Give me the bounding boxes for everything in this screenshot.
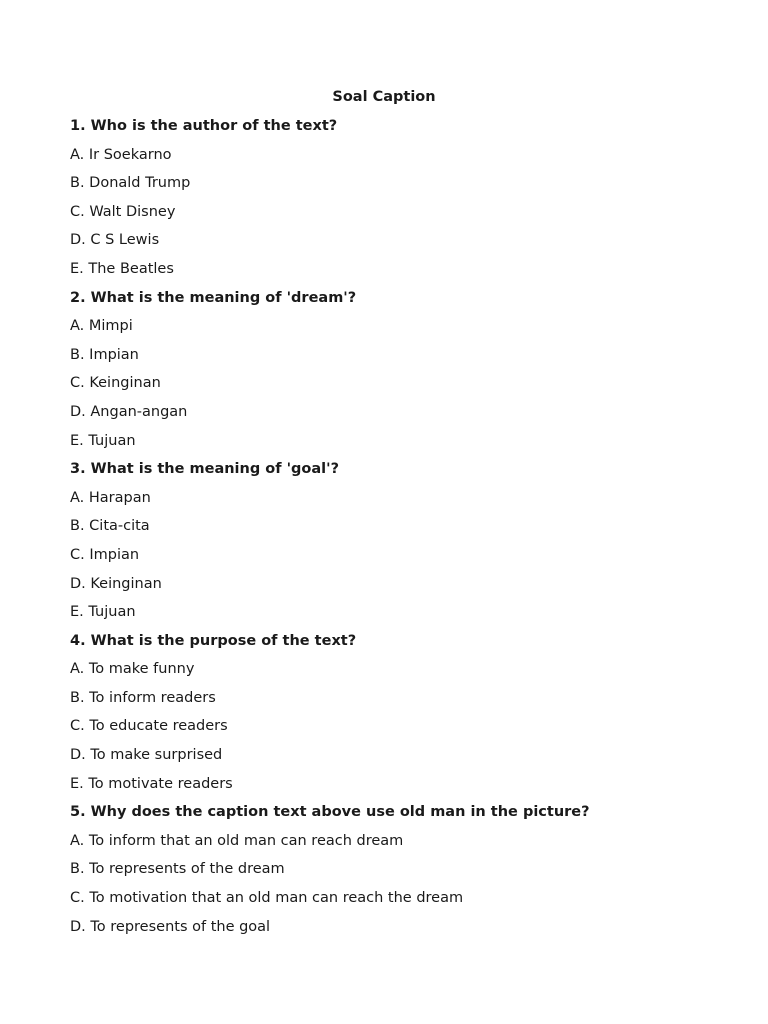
question-4-option-c: C. To educate readers [70,718,228,735]
question-5: 5. Why does the caption text above use old man in the picture? [70,804,590,821]
question-3-option-c: C. Impian [70,546,140,563]
question-1-option-e: E. The Beatles [70,260,174,277]
question-5-option-c: C. To motivation that an old man can reach the dream [70,890,464,907]
question-2-option-b: B. Impian [70,346,139,363]
question-3-option-b: B. Cita-cita [70,518,150,535]
question-1-option-d: D. C S Lewis [70,232,160,249]
question-4-option-a: A. To make funny [70,661,195,678]
question-2-option-a: A. Mimpi [70,318,133,335]
question-4: 4. What is the purpose of the text? [70,632,357,649]
question-2-option-c: C. Keinginan [70,375,161,392]
question-3-option-a: A. Harapan [70,489,151,506]
document-title: Soal Caption [332,89,436,105]
question-2-option-e: E. Tujuan [70,432,136,449]
question-4-option-b: B. To inform readers [70,689,216,706]
question-1-option-c: C. Walt Disney [70,203,176,220]
question-1: 1. Who is the author of the text? [70,118,338,134]
question-3-option-e: E. Tujuan [70,604,136,621]
question-3-option-d: D. Keinginan [70,575,162,592]
question-4-option-e: E. To motivate readers [70,775,233,792]
question-4-option-d: D. To make surprised [70,747,223,764]
question-1-option-a: A. Ir Soekarno [70,146,172,163]
question-2-option-d: D. Angan-angan [70,403,188,420]
question-2: 2. What is the meaning of 'dream'? [70,289,357,306]
question-1-option-b: B. Donald Trump [70,175,191,192]
question-3: 3. What is the meaning of 'goal'? [70,461,339,478]
question-5-option-b: B. To represents of the dream [70,861,285,878]
question-5-option-a: A. To inform that an old man can reach dream [70,832,404,849]
question-5-option-d: D. To represents of the goal [70,918,271,935]
question-list [70,115,730,944]
